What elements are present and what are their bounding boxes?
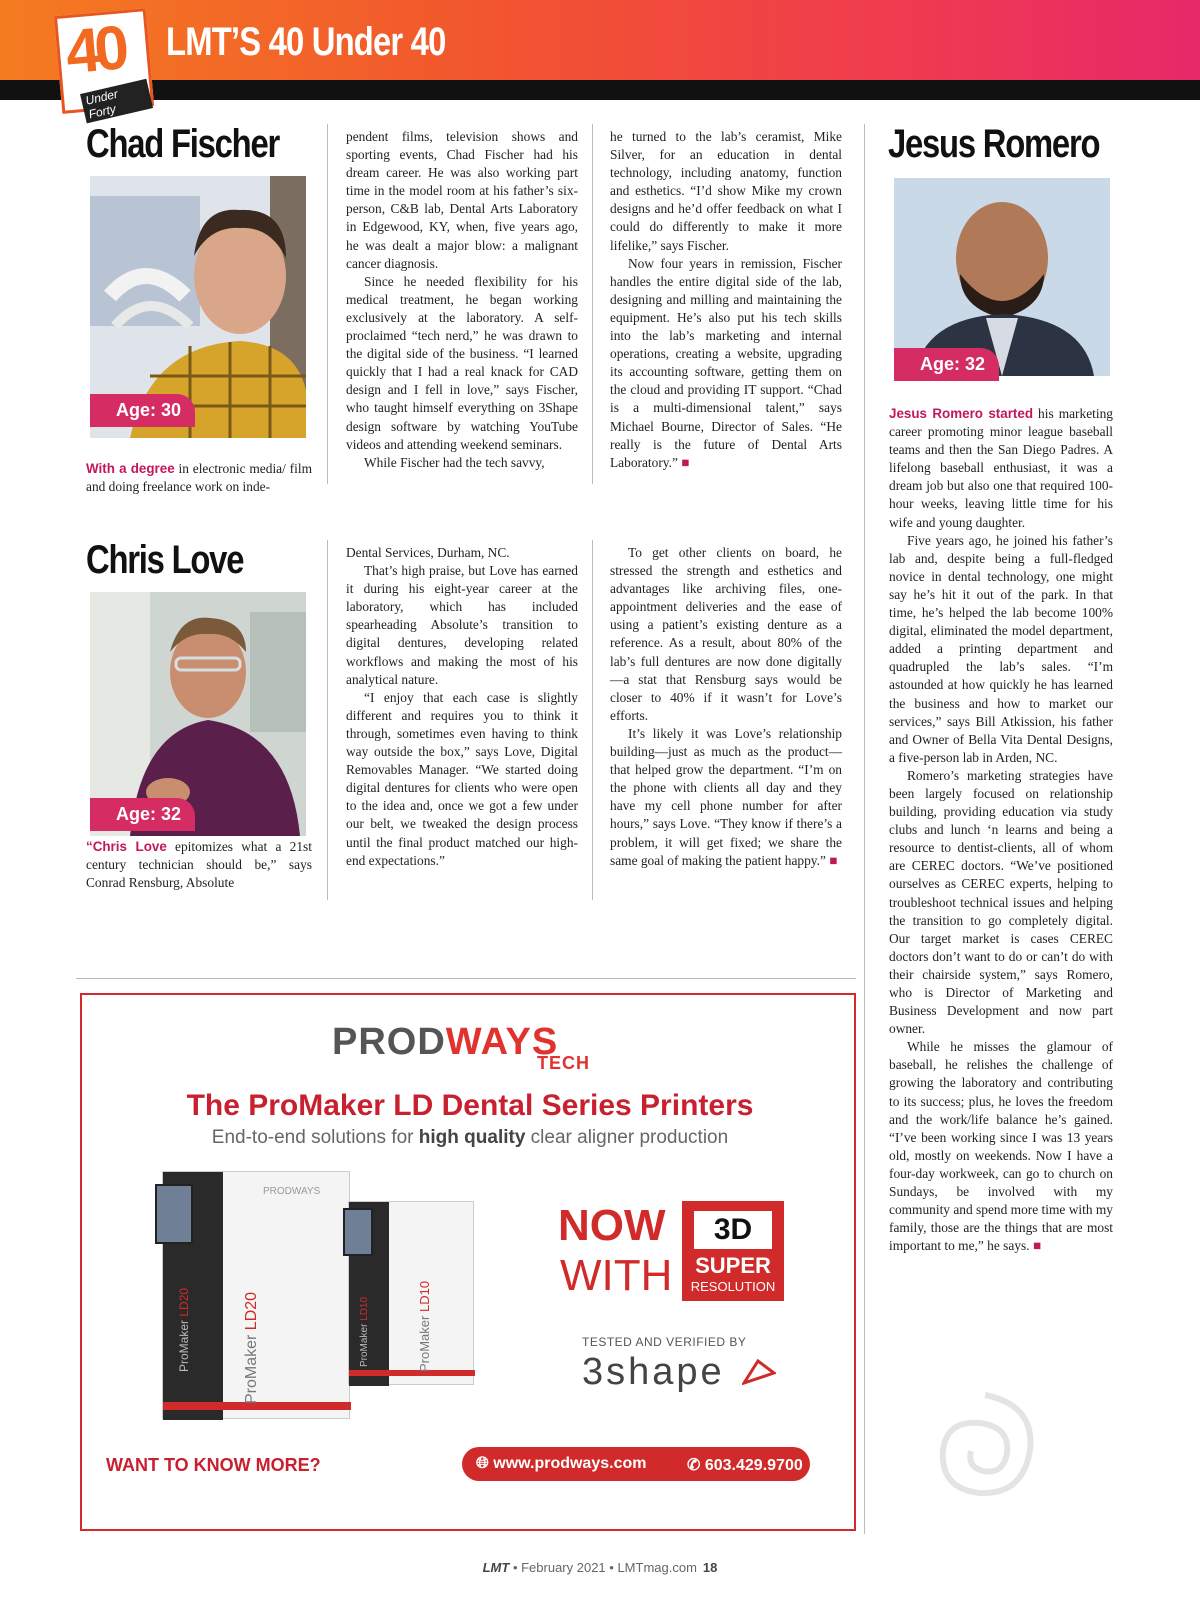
lead-in-chad: With a degree bbox=[86, 461, 175, 476]
page-title: LMT’S 40 Under 40 bbox=[166, 20, 446, 64]
chris-paragraph: “I enjoy that each case is slightly different and requires you to think it through, sometimes even having to think way outside the box,” says Love, Digital Removables Manager. “We started doing digital dentures for clients who were open to the idea and, once we got a few under our belt, we tweaked the design process until the final product matched our high-end expectations.” bbox=[346, 689, 578, 868]
page-number: 18 bbox=[702, 1560, 718, 1575]
chad-col-1 bbox=[86, 460, 312, 496]
now-text: NOW bbox=[558, 1201, 666, 1250]
jesus-paragraph: While he misses the glamour of baseball, he relishes the challenge of growing the laboratory and contributing to its success; plus, he loves the freedom and the work/life balance he’s gained. “I’ve been working since I was 13 years old, mostly on weekends. Now I have a four-day workweek, can go to church on Sundays, be involved with my community and spend more time with my family, those are the things that are most important to me,” he says. bbox=[889, 1039, 1113, 1254]
chris-paragraph: To get other clients on board, he stressed the strength and esthetics and advantages like archiving files, one-appointment deliveries and the ease of using a patient’s existing denture as a reference. As a result, about 80% of the lab’s full dentures are now done digitally—a stat that Rensburg says would be closer to 40% if it wasn’t for Love’s efforts. bbox=[610, 545, 842, 723]
phone-link[interactable]: ✆ 603.429.9700 bbox=[687, 1457, 803, 1474]
chad-paragraph: While Fischer had the tech savvy, bbox=[364, 454, 545, 470]
want-to-know-more: WANT TO KNOW MORE? bbox=[106, 1455, 321, 1475]
jesus-paragraph: Romero’s marketing strategies have been largely focused on relationship building, providing education via study clubs and lunch ‘n learns and being a resource to dentist-clients, all of whom are CEREC doctors. “We’ve positioned ourselves as CEREC experts, helping to troubleshoot technical issues and helping the transition to go completely digital. Our target market is cases CEREC doctors don’t want to do or can’t do with their chairside system,” says Romero, who is Director of Marketing and Business Development and now part owner. bbox=[889, 767, 1113, 1037]
forty-under-forty-logo bbox=[54, 8, 154, 122]
jesus-col bbox=[889, 405, 1113, 1255]
logo-number: 40 bbox=[63, 13, 126, 88]
chris-col-3 bbox=[610, 544, 842, 870]
chris-paragraph: It’s likely it was Love’s relationship building—just as much as the product—that helped grow the department. “I’m on the phone with clients all day and they have my cell phone number for after hours,” says Love. “They know if there’s a problem, it will get fixed; we share the same goal of making the patient happy.” bbox=[610, 725, 842, 868]
column-rule bbox=[592, 124, 593, 484]
printer-ld10: ProMaker LD10 ProMaker LD10 bbox=[348, 1201, 474, 1385]
ad-subheadline: End-to-end solutions for high quality clear aligner production bbox=[211, 1127, 729, 1148]
chad-col-3 bbox=[610, 128, 842, 472]
ad-headline: The ProMaker LD Dental Series Printers bbox=[186, 1089, 754, 1122]
header-stripe bbox=[0, 80, 1200, 100]
age-badge-jesus: Age: 32 bbox=[894, 348, 999, 381]
column-rule bbox=[592, 540, 593, 900]
footer-magazine: LMT bbox=[482, 1560, 510, 1575]
chad-col1-text: in electronic media/ film and doing freelance work on inde- bbox=[86, 461, 312, 495]
chris-col-2 bbox=[346, 544, 578, 870]
printer-ld20: PRODWAYS ProMaker LD20 ProMaker LD20 bbox=[162, 1171, 350, 1419]
jesus-paragraph: Five years ago, he joined his father’s lab and, despite being a full-fledged novice in dental technology, one might say he’s hit it out of the park. In that time, he’s helped the lab become 100% digital, eliminated the model department, added a printing department and quadrupled the lab’s sales. “I’m astounded at how quickly he has learned the business and how to market our services,” says Bill Atkission, his father and Owner of Bella Vita Dental Designs, a five-person lab in Arden, NC. bbox=[889, 532, 1113, 765]
age-badge-chris: Age: 32 bbox=[90, 798, 195, 831]
chad-paragraph: Now four years in remission, Fischer handles the entire digital side of the lab, designing and milling and maintaining the equipment. He’s also put his tech skills into the lab’s marketing and internal operations, creating a website, upgrading its accounting software, getting them on the cloud and providing IT support. “Chad is a multi-dimensional talent,” says Michael Bourne, Director of Sales. “He really is the future of Dental Arts Laboratory.” bbox=[610, 255, 842, 470]
column-rule bbox=[327, 540, 328, 900]
prodways-logo: PRODWAYS bbox=[332, 1021, 559, 1063]
tested-by-label: TESTED AND VERIFIED BY bbox=[582, 1335, 747, 1349]
decorative-swirl bbox=[925, 1385, 1045, 1505]
chris-col-1 bbox=[86, 838, 312, 892]
with-text: WITH bbox=[560, 1251, 673, 1300]
photo-jesus-romero bbox=[894, 178, 1110, 376]
age-badge-chad: Age: 30 bbox=[90, 394, 195, 427]
3shape-logo: 3shape bbox=[582, 1351, 725, 1393]
column-rule bbox=[327, 124, 328, 484]
chad-col-2 bbox=[346, 128, 578, 472]
jesus-first-text: his marketing career promoting minor league baseball teams and then the San Diego Padres. A lifelong baseball enthusiast, it was a dream job but also one that required 100-hour weeks, leaving little time for his wife and young daughter. bbox=[889, 406, 1113, 530]
chad-paragraph: Since he needed flexibility for his medical treatment, he began working exclusively at the laboratory. A self-proclaimed “tech nerd,” he was drawn to the digital side of the business. “I learned quickly that I had a real knack for CAD design and I fell in love,” says Fischer, who taught himself everything on 3Shape design software by watching YouTube videos and attending weekend seminars. bbox=[346, 273, 578, 452]
3shape-arrow-icon bbox=[742, 1359, 776, 1385]
chad-paragraph: pendent films, television shows and sporting events, Chad Fischer had his dream career. He was also working part time in the model room at his father’s six-person, C&B lab, Dental Arts Laboratory in Edgewood, KY, when, five years ago, he was dealt a major blow: a malignant cancer diagnosis. bbox=[346, 129, 578, 271]
lead-in-chris: “Chris Love bbox=[86, 839, 167, 854]
ad-separator bbox=[76, 978, 856, 979]
end-mark: ■ bbox=[829, 852, 838, 868]
logo-subtitle: Under Forty bbox=[80, 79, 153, 124]
prodways-advertisement[interactable] bbox=[80, 993, 856, 1531]
prodways-tech-label: TECH bbox=[537, 1053, 590, 1073]
page-footer: LMT • February 2021 • LMTmag.com 18 bbox=[482, 1560, 718, 1575]
profile-name-chad: Chad Fischer bbox=[86, 122, 280, 166]
chad-paragraph: he turned to the lab’s ceramist, Mike Silver, for an education in dental technology, including anatomy, function and esthetics. “I’d show Mike my crown designs and he’d offer feedback on what I could do differently to make it more lifelike,” says Fischer. bbox=[610, 129, 842, 253]
globe-icon: 🌐︎ bbox=[476, 1455, 494, 1472]
footer-site: LMTmag.com bbox=[617, 1560, 697, 1575]
lead-in-jesus: Jesus Romero started bbox=[889, 406, 1034, 421]
footer-date: February 2021 bbox=[521, 1560, 606, 1575]
website-link[interactable]: 🌐︎ www.prodways.com bbox=[476, 1455, 647, 1472]
3d-super-resolution-badge: 3D SUPER RESOLUTION bbox=[682, 1201, 784, 1301]
chris-col1-text: epitomizes what a 21st century technician should be,” says Conrad Rensburg, Absolute bbox=[86, 839, 312, 891]
profile-name-chris: Chris Love bbox=[86, 538, 244, 582]
chris-paragraph: Dental Services, Durham, NC. bbox=[346, 545, 510, 560]
chris-paragraph: That’s high praise, but Love has earned it during his eight-year career at the laboratory, which has included spearheading Absolute’s transition to digital dentures, developing related workflows and making the most of his analytical nature. bbox=[346, 563, 578, 687]
column-rule bbox=[864, 124, 865, 1534]
contact-pill[interactable] bbox=[462, 1447, 810, 1481]
end-mark: ■ bbox=[681, 454, 690, 470]
phone-icon: ✆ bbox=[687, 1457, 705, 1474]
profile-name-jesus: Jesus Romero bbox=[888, 122, 1100, 166]
end-mark: ■ bbox=[1032, 1238, 1042, 1254]
